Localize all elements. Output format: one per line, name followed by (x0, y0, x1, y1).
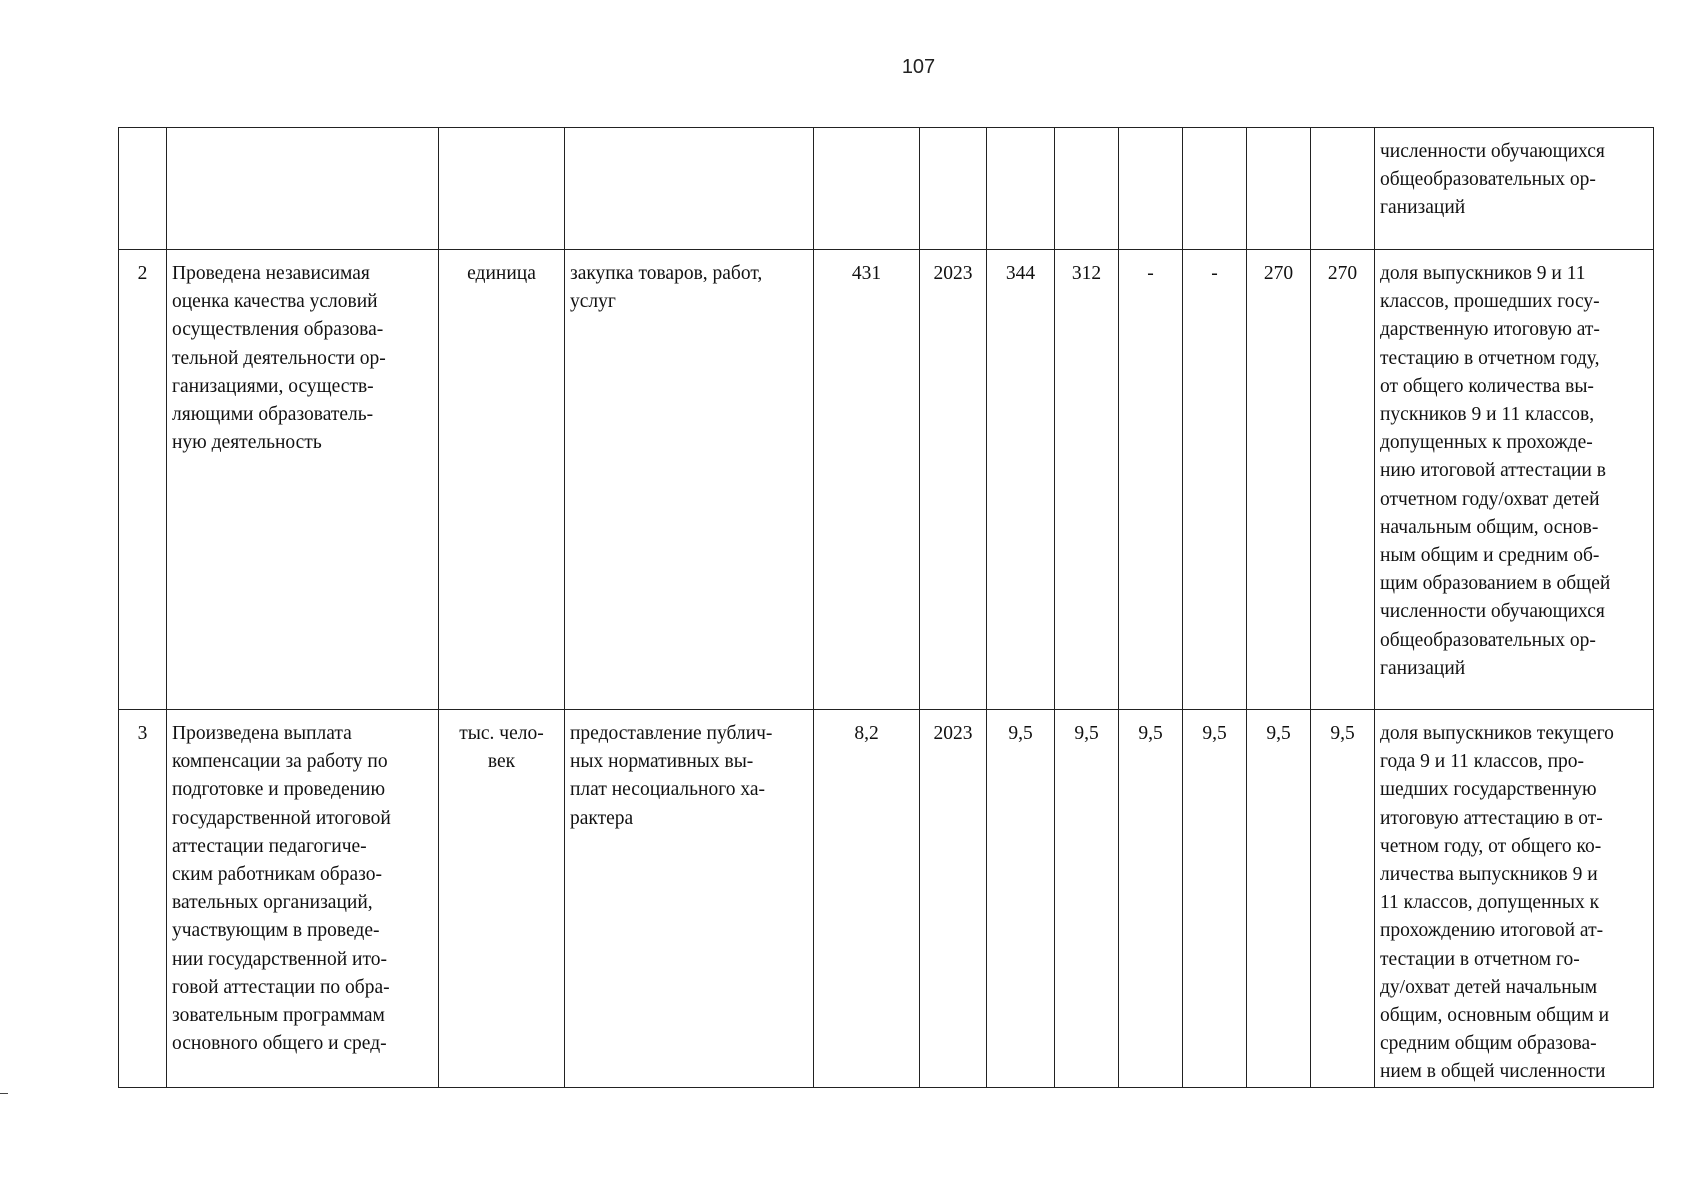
table-row (119, 128, 1654, 250)
base-value-cell: 431 (814, 250, 920, 710)
base-year-cell (920, 128, 987, 250)
result-cell (167, 128, 439, 250)
base-year-cell: 2023 (920, 250, 987, 710)
table-row (119, 710, 1654, 1088)
value-cell: 9,5 (1119, 710, 1183, 1088)
value-cell (987, 128, 1055, 250)
unit-cell: единица (439, 250, 565, 710)
value-cell (1055, 128, 1119, 250)
value-cell: 270 (1247, 250, 1311, 710)
row-number (119, 128, 167, 250)
unit-cell (439, 128, 565, 250)
page-number: 107 (901, 56, 936, 78)
indicator-cell: доля выпускников 9 и 11 классов, прошедших госу- дарственную итоговую ат- тестацию в отчетном году, от общего количества вы- пускников 9 и 11 классов, допущенных к прохожде- нию итоговой аттестации в отчетном году/охват детей начальным общим, основ- ным общим и средним об- щим образованием в общей численности обучающихся общеобразовательных ор- ганизаций (1375, 250, 1654, 710)
value-cell: 344 (987, 250, 1055, 710)
value-cell: 9,5 (1055, 710, 1119, 1088)
base-value-cell (814, 128, 920, 250)
unit-cell: тыс. чело- век (439, 710, 565, 1088)
value-cell: 9,5 (1183, 710, 1247, 1088)
margin-mark (0, 1093, 8, 1094)
value-cell (1183, 128, 1247, 250)
value-cell: 9,5 (987, 710, 1055, 1088)
value-cell: 9,5 (1247, 710, 1311, 1088)
base-year-cell: 2023 (920, 710, 987, 1088)
value-cell (1119, 128, 1183, 250)
indicator-cell: численности обучающихся общеобразовательных ор- ганизаций (1375, 128, 1654, 250)
value-cell: 312 (1055, 250, 1119, 710)
value-cell (1247, 128, 1311, 250)
table-row (119, 250, 1654, 710)
base-value-cell: 8,2 (814, 710, 920, 1088)
type-cell: закупка товаров, работ, услуг (565, 250, 814, 710)
value-cell: - (1119, 250, 1183, 710)
row-number: 2 (119, 250, 167, 710)
type-cell (565, 128, 814, 250)
indicator-cell: доля выпускников текущего года 9 и 11 классов, про- шедших государственную итоговую аттестацию в от- четном году, от общего ко- личества выпускников 9 и 11 классов, допущенных к прохождению итоговой ат- тестации в отчетном го- ду/охват детей начальным общим, основным общим и средним общим образова- нием в общей численности (1375, 710, 1654, 1088)
data-table (118, 127, 1654, 1088)
value-cell: - (1183, 250, 1247, 710)
row-number: 3 (119, 710, 167, 1088)
result-cell: Произведена выплата компенсации за работу по подготовке и проведению государственной итоговой аттестации педагогиче- ским работникам образо- вательных организаций, участвующим в проведе- нии государственной ито- говой аттестации по обра- зовательным программам основного общего и сред- (167, 710, 439, 1088)
value-cell: 270 (1311, 250, 1375, 710)
value-cell (1311, 128, 1375, 250)
result-cell: Проведена независимая оценка качества условий осуществления образова- тельной деятельности ор- ганизациями, осуществ- ляющими образователь- ную деятельность (167, 250, 439, 710)
type-cell: предоставление публич- ных нормативных вы- плат несоциального ха- рактера (565, 710, 814, 1088)
value-cell: 9,5 (1311, 710, 1375, 1088)
